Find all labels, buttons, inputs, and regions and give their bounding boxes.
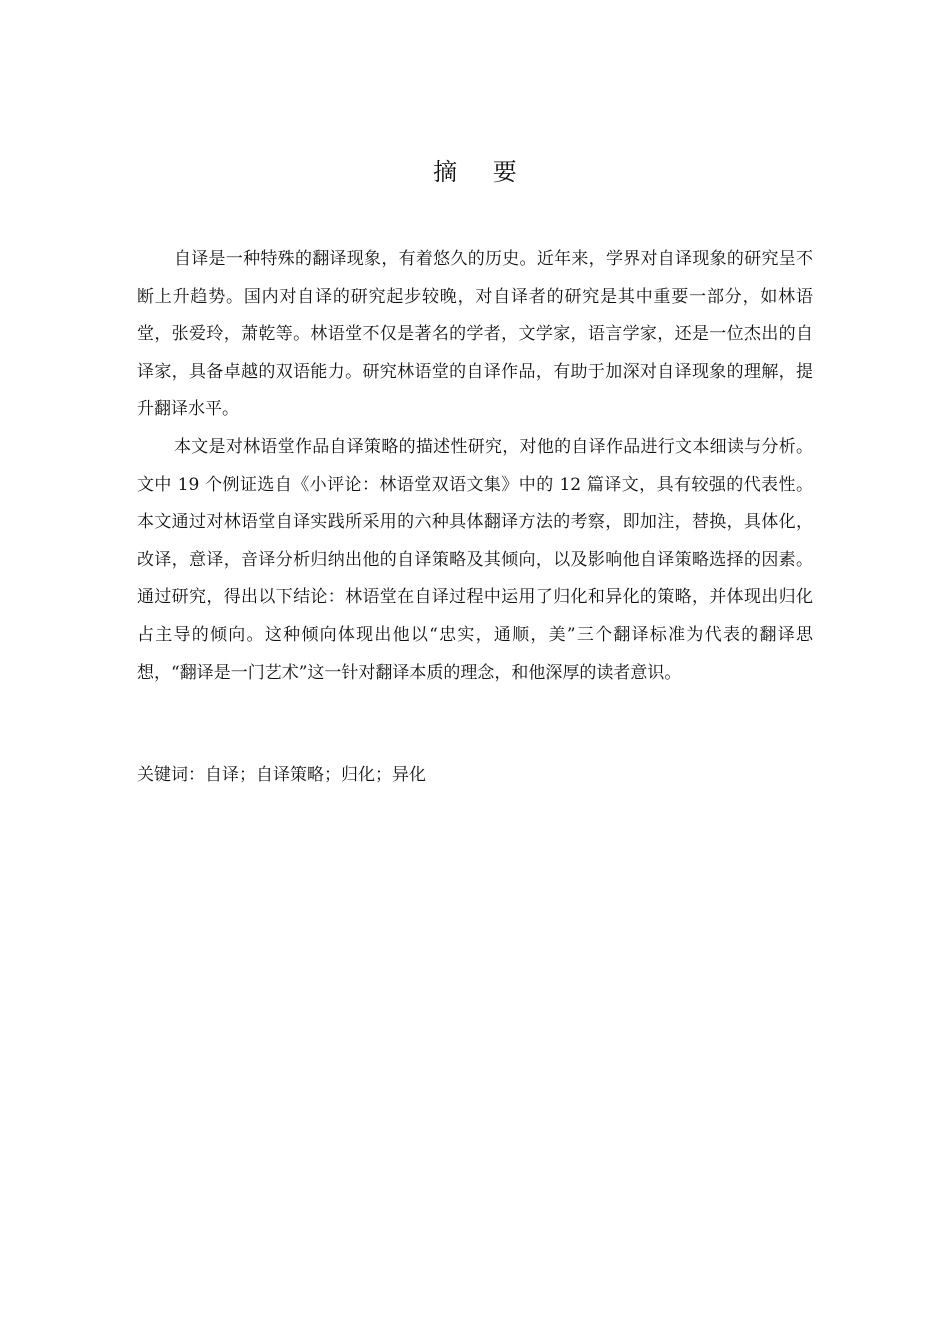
abstract-paragraph-2: 本文是对林语堂作品自译策略的描述性研究，对他的自译作品进行文本细读与分析。文中 19 个例证选自《小评论：林语堂双语文集》中的 12 篇译文，具有较强的代表性。本文通过对林语堂自译实践所采用的六种具体翻译方法的考察，即加注，替换，具体化，改译，意译，音译分析归纳出他的自译策略及其倾向，以及影响他自译策略选择的因素。通过研究，得出以下结论：林语堂在自译过程中运用了归化和异化的策略，并体现出归化占主导的倾向。这种倾向体现出他以“忠实，通顺，美”三个翻译标准为代表的翻译思想，“翻译是一门艺术”这一针对翻译本质的理念，和他深厚的读者意识。 bbox=[137, 436, 813, 683]
abstract-body bbox=[137, 241, 813, 692]
abstract-title: 摘 要 bbox=[433, 158, 531, 186]
abstract-paragraph-1: 自译是一种特殊的翻译现象，有着悠久的历史。近年来，学界对自译现象的研究呈不断上升趋势。国内对自译的研究起步较晚，对自译者的研究是其中重要一部分，如林语堂，张爱玲，萧乾等。林语堂不仅是著名的学者，文学家，语言学家，还是一位杰出的自译家，具备卓越的双语能力。研究林语堂的自译作品，有助于加深对自译现象的理解，提升翻译水平。 bbox=[137, 249, 813, 420]
keywords-line: 关键词：自译；自译策略；归化；异化 bbox=[137, 765, 426, 785]
